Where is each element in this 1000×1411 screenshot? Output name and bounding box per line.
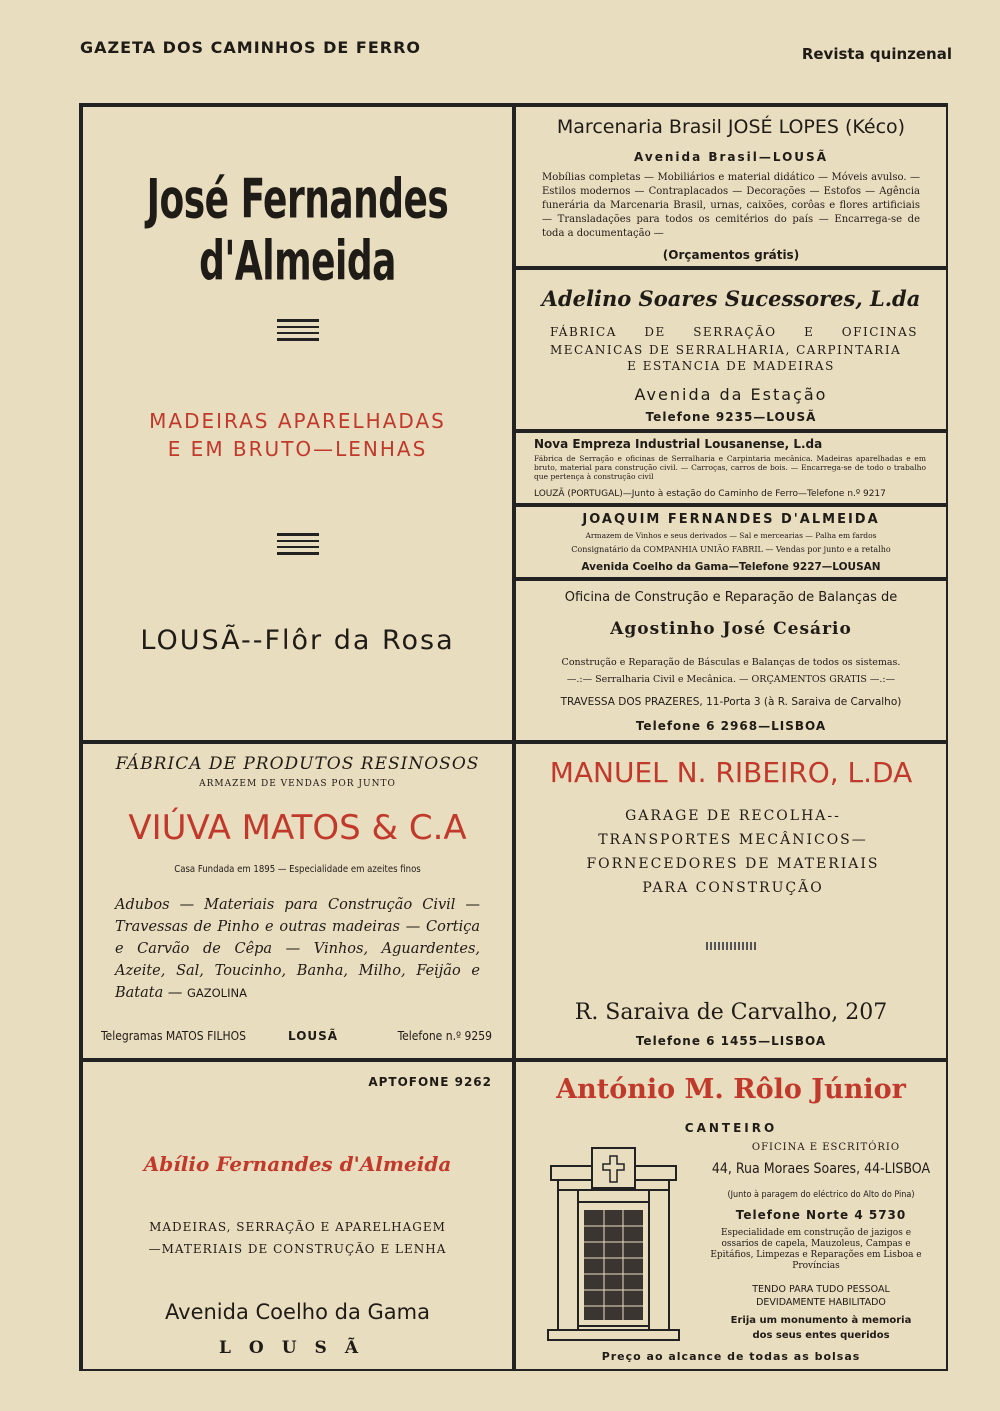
ad-nova-empreza bbox=[514, 431, 948, 505]
ad-title: José Fernandes d'Almeida bbox=[146, 168, 449, 294]
ad-body: Especialidade em construção de jazigos e ossarios de capela, Mauzoleus, Campas e Epitáfios, Limpezas e Reparações em Lisboa e Províncias bbox=[710, 1228, 922, 1271]
decorative-rule bbox=[83, 533, 512, 555]
advertisement-grid bbox=[79, 103, 948, 1371]
ad-title: Adelino Soares Sucessores, L.da bbox=[541, 286, 921, 311]
ad-body-2: E ESTANCIA DE MADEIRAS bbox=[627, 359, 835, 373]
ad-name: VIÚVA MATOS & C.A bbox=[128, 808, 467, 848]
ad-place: LOUSÃ bbox=[218, 1338, 377, 1358]
ad-abilio-fernandes bbox=[81, 1060, 514, 1371]
ad-address: Avenida da Estação bbox=[634, 385, 828, 404]
ad-name: Agostinho José Cesário bbox=[610, 619, 852, 639]
ad-place: LOUSÃ--Flôr da Rosa bbox=[140, 625, 455, 656]
ad-title: Nova Empreza Industrial Lousanense, L.da bbox=[534, 437, 823, 451]
ad-title: António M. Rôlo Júnior bbox=[556, 1074, 906, 1105]
ad-marcenaria-brasil bbox=[514, 105, 948, 268]
ad-body: GARAGE DE RECOLHA--TRANSPORTES MECÂNICOS—FORNECEDORES DE MATERIAIS PARA CONSTRUÇÃO bbox=[586, 808, 880, 896]
ad-address: Avenida Brasil—LOUSÃ bbox=[634, 150, 828, 164]
ad-staff-1: TENDO PARA TUDO PESSOAL bbox=[752, 1284, 890, 1295]
magazine-subtitle: Revista quinzenal bbox=[801, 45, 952, 63]
ad-line-1: Construção e Reparação de Básculas e Balanças de todos os sistemas. bbox=[561, 657, 901, 668]
ad-telegrams: Telegramas MATOS FILHOS bbox=[101, 1029, 246, 1043]
ad-phone: Telefone 6 2968—LISBOA bbox=[635, 719, 827, 733]
ad-line-1: MADEIRAS APARELHADAS bbox=[149, 409, 446, 433]
ad-joaquim-fernandes bbox=[514, 505, 948, 579]
ad-slogan-1: Erija um monumento à memoria bbox=[730, 1315, 912, 1326]
ad-body: Fábrica de Serração e oficinas de Serralharia e Carpintaria mecânica. Madeiras aparelhadas e em bruto, material para construção civil. — Carroças, carros de bois. — Encarrega-se de todo o trabalho que pertença à construção civil bbox=[534, 454, 926, 481]
ad-title: Oficina de Construção e Reparação de Balanças de bbox=[564, 590, 898, 605]
magazine-title: GAZETA DOS CAMINHOS DE FERRO bbox=[80, 38, 422, 57]
ad-body: Mobílias completas — Mobiliários e material didático — Móveis avulso. — Estilos modernos — Contraplacados — Decorações — Estofos — Agência funerária da Marcenaria Brasil, urnas, caixões, corôas e flores artificiais — Transladações para todos os cemitérios do país — Encarrega-se de toda a documentação — bbox=[542, 172, 920, 239]
ad-manuel-ribeiro bbox=[514, 742, 948, 1060]
ad-phone: Telefone Norte 4 5730 bbox=[735, 1208, 907, 1222]
ad-body-text: Adubos — Materiais para Construção Civil — Travessas de Pinho e outras madeiras — Cortiça e Carvão de Cêpa — Vinhos, Aguardentes, Azeite, Sal, Toucinho, Banha, Milho, Feijão e Batata — bbox=[115, 897, 480, 1001]
ad-office: OFICINA E ESCRITÓRIO bbox=[751, 1142, 901, 1153]
ad-line-1: Armazem de Vinhos e seus derivados — Sal e mercearias — Palha em fardos bbox=[585, 531, 877, 540]
decorative-rule bbox=[83, 319, 512, 341]
ad-line-3: Avenida Coelho da Gama—Telefone 9227—LOUSAN bbox=[581, 561, 881, 573]
ad-title: MANUEL N. RIBEIRO, L.DA bbox=[549, 756, 913, 789]
ad-address: R. Saraiva de Carvalho, 207 bbox=[574, 1000, 888, 1025]
ad-near: (Junto à paragem do eléctrico do Alto do Pina) bbox=[727, 1190, 915, 1200]
ad-line-2: E EM BRUTO—LENHAS bbox=[167, 437, 428, 461]
ad-title: JOAQUIM FERNANDES D'ALMEIDA bbox=[582, 512, 880, 527]
ad-title: Marcenaria Brasil JOSÉ LOPES (Kéco) bbox=[556, 116, 906, 138]
ad-founded: Casa Fundada em 1895 — Especialidade em azeites finos bbox=[174, 864, 421, 875]
ad-phone: APTOFONE 9262 bbox=[368, 1075, 492, 1089]
ad-trade: CANTEIRO bbox=[684, 1121, 778, 1135]
ad-adelino-soares bbox=[514, 268, 948, 431]
ad-phone: Telefone n.º 9259 bbox=[397, 1029, 492, 1043]
ad-title: FÁBRICA DE PRODUTOS RESINOSOS bbox=[115, 754, 480, 774]
ad-line-2: —.:— Serralharia Civil e Mecânica. — ORÇAMENTOS GRATIS —.:— bbox=[566, 674, 896, 685]
monument-icon bbox=[546, 1144, 681, 1344]
ad-footer: LOUZÃ (PORTUGAL)—Junto à estação do Caminho de Ferro—Telefone n.º 9217 bbox=[534, 489, 886, 499]
ad-line-1: MADEIRAS, SERRAÇÃO E APARELHAGEM bbox=[149, 1220, 446, 1234]
ad-address: Avenida Coelho da Gama bbox=[165, 1300, 430, 1324]
ad-antonio-rolo bbox=[514, 1060, 948, 1371]
ad-staff-2: DEVIDAMENTE HABILITADO bbox=[756, 1297, 886, 1308]
ad-body bbox=[115, 894, 480, 1004]
ad-telegrams-place: LOUSÃ bbox=[288, 1029, 339, 1043]
ad-phone: Telefone 6 1455—LISBOA bbox=[635, 1034, 827, 1048]
ad-jose-fernandes bbox=[81, 105, 514, 742]
ad-subtitle: ARMAZEM DE VENDAS POR JUNTO bbox=[199, 779, 396, 789]
ad-footer: (Orçamentos grátis) bbox=[662, 248, 800, 262]
ad-phone: Telefone 9235—LOUSÃ bbox=[645, 410, 817, 424]
ad-address: TRAVESSA DOS PRAZERES, 11-Porta 3 (à R. Saraiva de Carvalho) bbox=[560, 696, 902, 708]
ad-title: Abílio Fernandes d'Almeida bbox=[143, 1152, 452, 1176]
ad-line-2: —MATERIAIS DE CONSTRUÇÃO E LENHA bbox=[148, 1242, 447, 1256]
ad-viuva-matos bbox=[81, 742, 514, 1060]
decorative-rule bbox=[706, 942, 756, 950]
ad-slogan-2: dos seus entes queridos bbox=[752, 1330, 890, 1341]
ad-price: Preço ao alcance de todas as bolsas bbox=[601, 1350, 861, 1363]
ad-body-gazolina: GAZOLINA bbox=[186, 986, 247, 1000]
ad-line-2: Consignatário da COMPANHIA UNIÃO FABRIL — Vendas por junto e a retalho bbox=[571, 545, 891, 554]
ad-address: 44, Rua Moraes Soares, 44-LISBOA bbox=[711, 1161, 931, 1177]
ad-body: FÁBRICA DE SERRAÇÃO E OFICINAS MECANICAS DE SERRALHARIA, CARPINTARIA bbox=[550, 325, 918, 357]
ad-agostinho-cesario bbox=[514, 579, 948, 742]
